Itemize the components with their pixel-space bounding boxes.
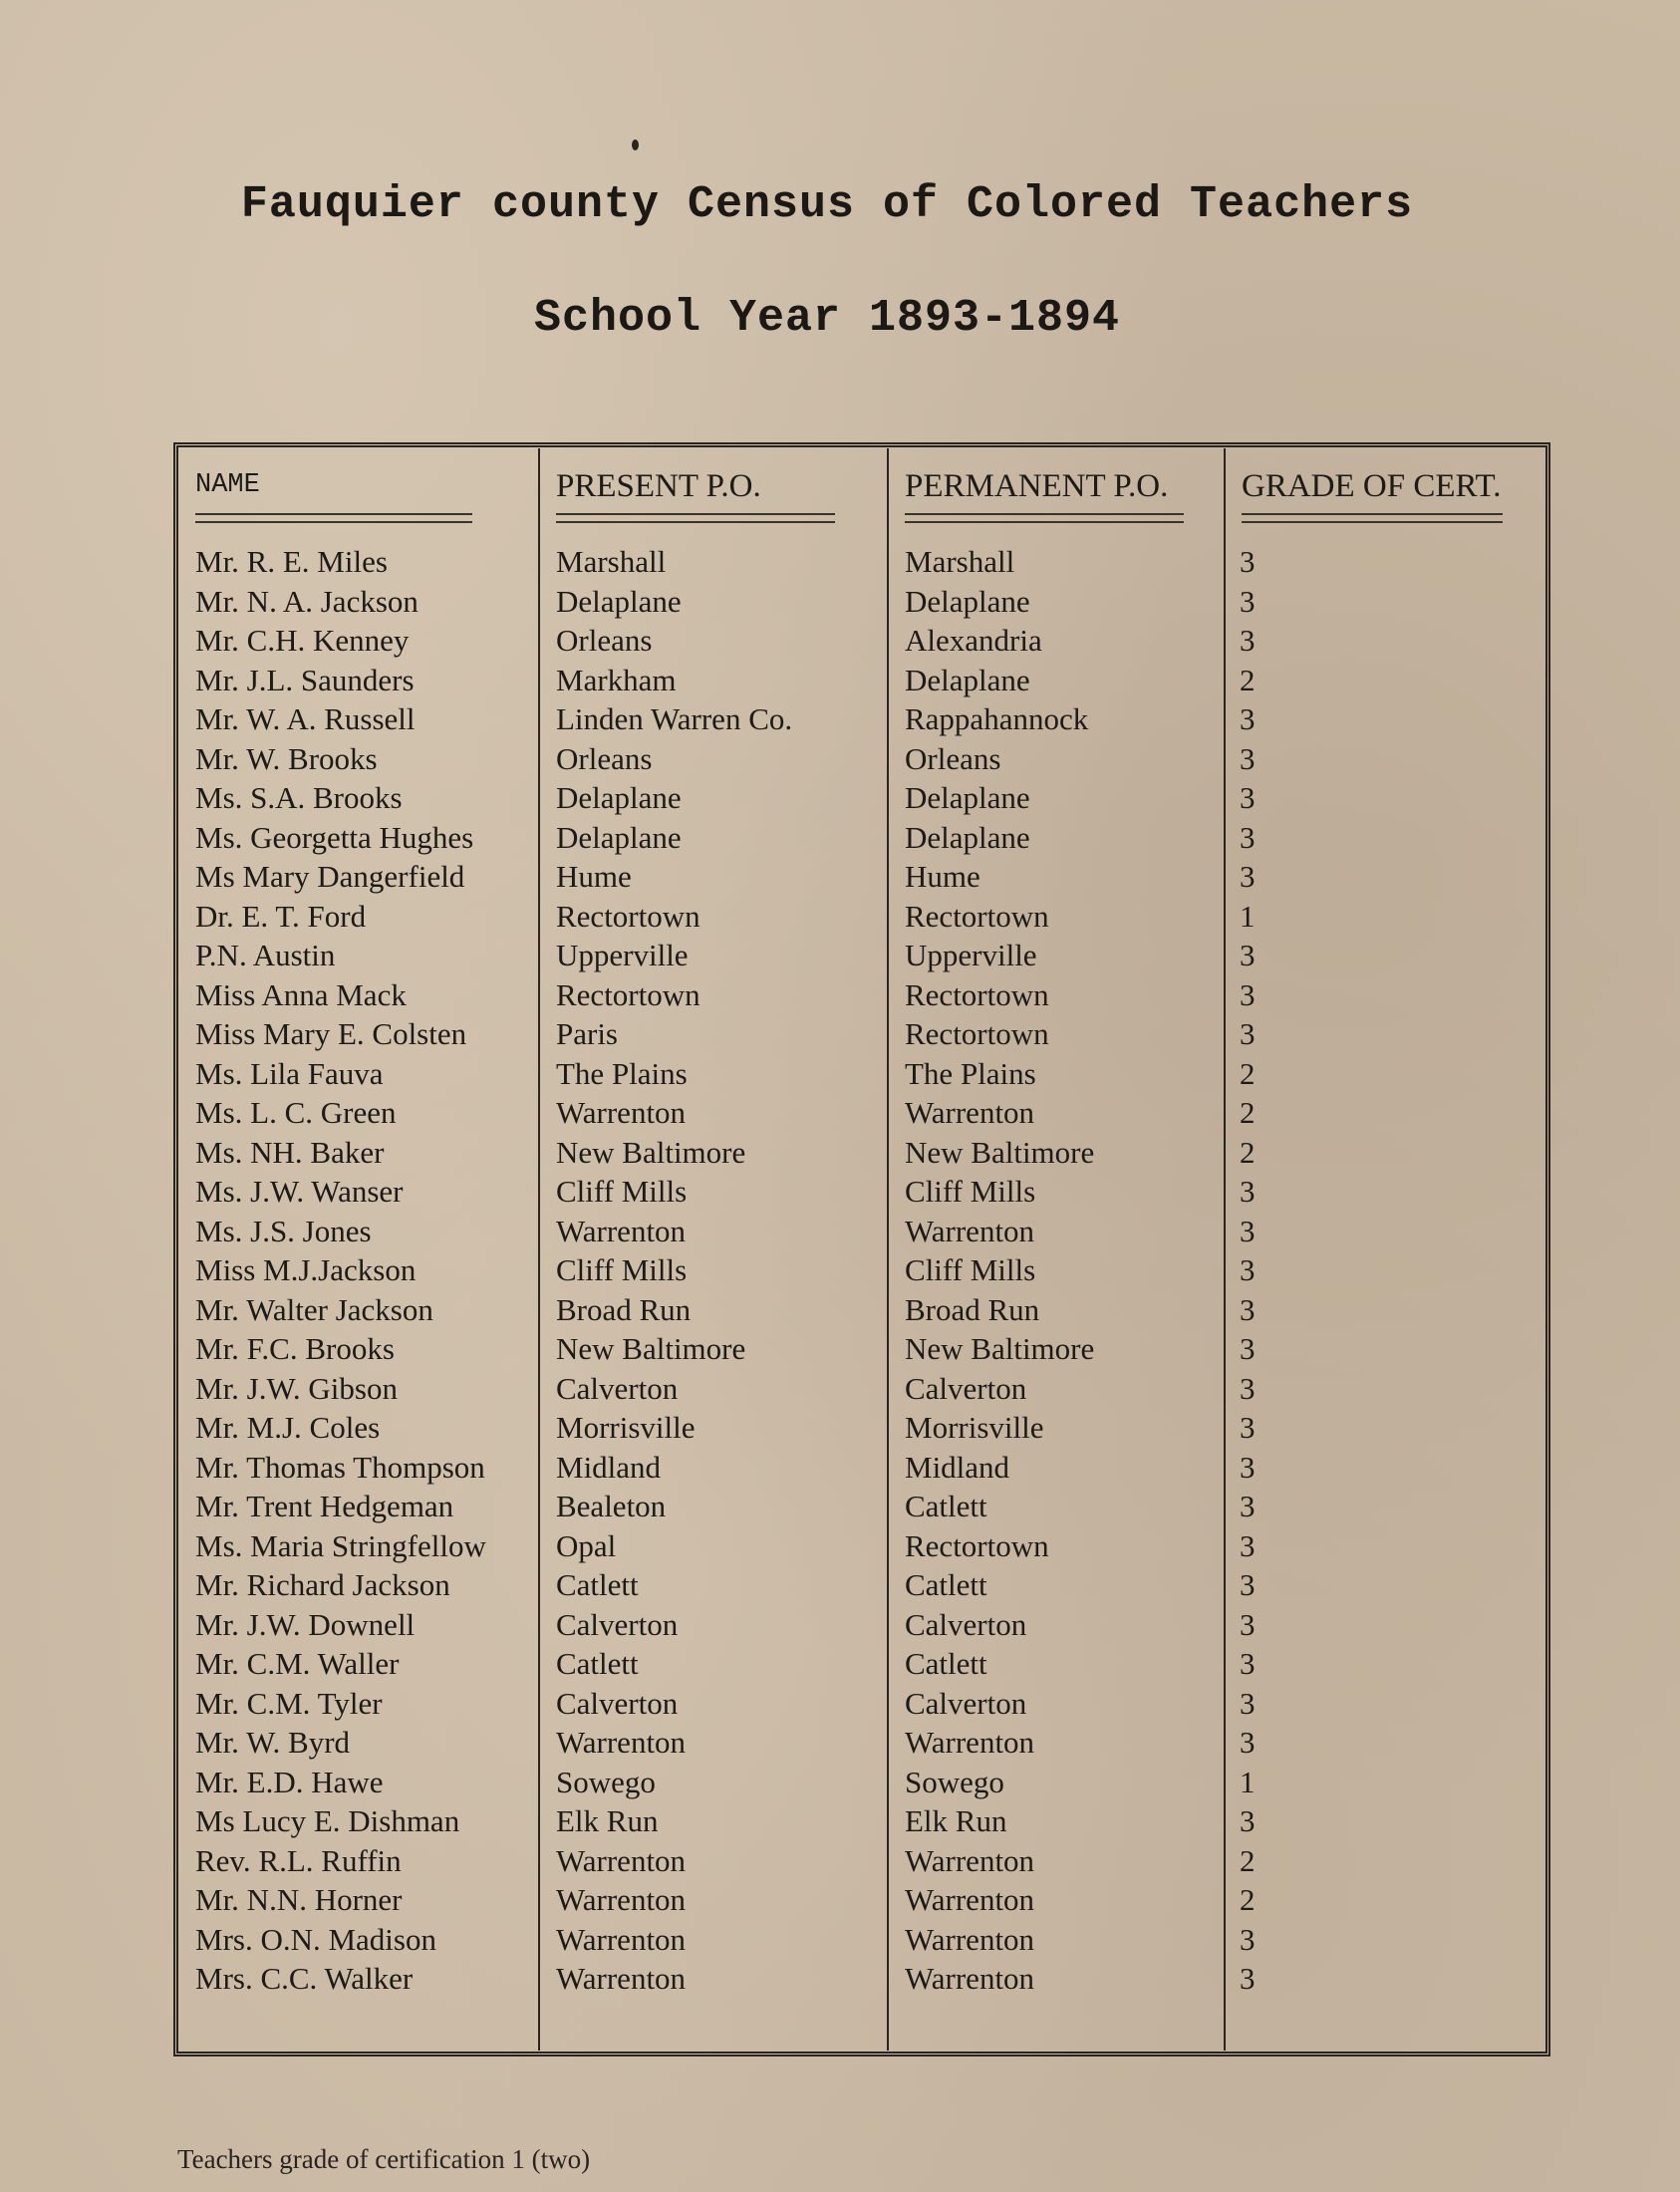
grade-of-cert: 1 [1240, 1764, 1256, 1799]
permanent-po: Warrenton [905, 1095, 1035, 1130]
grade-of-cert: 3 [1240, 1174, 1256, 1209]
permanent-po: New Baltimore [905, 1331, 1095, 1366]
grade-of-cert: 2 [1240, 1882, 1256, 1917]
teacher-name: Miss M.J.Jackson [195, 1252, 417, 1287]
header-present-po: PRESENT P.O. [556, 468, 761, 504]
ink-dot [632, 139, 639, 150]
permanent-po: Alexandria [905, 623, 1042, 658]
present-po: Calverton [556, 1685, 679, 1721]
teacher-name: Mr. Walter Jackson [195, 1291, 433, 1327]
teacher-name: Mrs. O.N. Madison [195, 1921, 436, 1957]
teacher-name: Ms. NH. Baker [195, 1134, 385, 1170]
present-po: Rectortown [556, 976, 700, 1012]
permanent-po: Delaplane [905, 780, 1030, 815]
grade-of-cert: 3 [1240, 1567, 1256, 1602]
present-po: Warrenton [556, 1882, 687, 1917]
header-underline [905, 513, 1184, 523]
grade-of-cert: 3 [1240, 1489, 1256, 1523]
teacher-name: Mr. N.N. Horner [195, 1882, 403, 1917]
grade-of-cert: 3 [1240, 1961, 1256, 1996]
permanent-po: Calverton [905, 1606, 1027, 1642]
permanent-po: Calverton [905, 1685, 1027, 1721]
permanent-po: Cliff Mills [905, 1174, 1036, 1209]
grade-of-cert: 3 [1240, 1331, 1256, 1366]
permanent-po: Elk Run [905, 1803, 1007, 1838]
teacher-name: Dr. E. T. Ford [195, 898, 367, 934]
permanent-po: Rectortown [905, 976, 1049, 1012]
teacher-name: Ms Lucy E. Dishman [195, 1803, 460, 1838]
permanent-po: Broad Run [905, 1291, 1040, 1327]
grade-of-cert: 3 [1240, 819, 1256, 855]
present-po: Cliff Mills [556, 1252, 688, 1287]
permanent-po: Warrenton [905, 1842, 1035, 1878]
present-po: Catlett [556, 1567, 639, 1602]
present-po: Broad Run [556, 1291, 692, 1327]
present-po: Warrenton [556, 1725, 687, 1760]
present-po: Warrenton [556, 1961, 687, 1996]
teacher-name: Ms. J.W. Wanser [195, 1174, 404, 1209]
grade-of-cert: 2 [1240, 1134, 1256, 1170]
teacher-name: Mr. F.C. Brooks [195, 1331, 395, 1366]
present-po: Warrenton [556, 1842, 687, 1878]
permanent-po: Marshall [905, 544, 1015, 579]
permanent-po: Orleans [905, 740, 1001, 776]
grade-of-cert: 3 [1240, 1252, 1256, 1287]
grade-of-cert: 3 [1240, 1921, 1256, 1957]
permanent-po: Sowego [905, 1764, 1004, 1799]
grade-of-cert: 3 [1240, 1803, 1256, 1838]
grade-of-cert: 3 [1240, 859, 1256, 894]
permanent-po: Rectortown [905, 898, 1049, 934]
present-po: Catlett [556, 1646, 639, 1681]
present-po: Markham [556, 662, 677, 697]
grade-of-cert: 3 [1240, 740, 1256, 776]
permanent-po: Warrenton [905, 1882, 1035, 1917]
present-po: Calverton [556, 1606, 679, 1642]
teacher-name: Mr. R. E. Miles [195, 544, 388, 579]
header-grade: GRADE OF CERT. [1242, 468, 1502, 504]
permanent-po: Hume [905, 859, 980, 894]
header-underline [195, 513, 472, 523]
header-underline [1242, 513, 1503, 523]
grade-of-cert: 3 [1240, 1646, 1256, 1681]
permanent-po: Catlett [905, 1567, 987, 1602]
present-po: Delaplane [556, 780, 682, 815]
column-divider [538, 448, 540, 2051]
permanent-po: Midland [905, 1449, 1010, 1485]
permanent-po: Delaplane [905, 662, 1030, 697]
permanent-po: Catlett [905, 1646, 987, 1681]
grade-of-cert: 3 [1240, 1370, 1256, 1406]
teacher-name: Mrs. C.C. Walker [195, 1961, 414, 1996]
header-permanent-po: PERMANENT P.O. [905, 468, 1169, 504]
teacher-name: Mr. C.M. Tyler [195, 1685, 383, 1721]
teacher-name: Ms. L. C. Green [195, 1095, 397, 1130]
teacher-name: Rev. R.L. Ruffin [195, 1842, 402, 1878]
page-subtitle: School Year 1893-1894 [533, 293, 1121, 344]
grade-of-cert: 3 [1240, 1410, 1256, 1445]
grade-of-cert: 3 [1240, 1449, 1256, 1485]
teacher-name: P.N. Austin [195, 938, 336, 972]
teacher-name: Mr. J.W. Downell [195, 1606, 416, 1642]
present-po: Bealeton [556, 1489, 667, 1523]
present-po: Sowego [556, 1764, 656, 1799]
permanent-po: Cliff Mills [905, 1252, 1036, 1287]
present-po: Midland [556, 1449, 662, 1485]
permanent-po: Warrenton [905, 1213, 1035, 1248]
page-title: Fauquier county Census of Colored Teachers [240, 179, 1414, 230]
present-po: Morrisville [556, 1410, 696, 1445]
teacher-name: Mr. N. A. Jackson [195, 583, 419, 619]
grade-of-cert: 3 [1240, 1016, 1256, 1051]
permanent-po: Warrenton [905, 1921, 1035, 1957]
permanent-po: Rappahannock [905, 701, 1089, 736]
column-divider [887, 448, 889, 2051]
grade-of-cert: 2 [1240, 1095, 1256, 1130]
teacher-name: Ms. Georgetta Hughes [195, 819, 474, 855]
permanent-po: Rectortown [905, 1527, 1049, 1563]
present-po: New Baltimore [556, 1134, 746, 1170]
teacher-name: Ms. J.S. Jones [195, 1213, 372, 1248]
teacher-name: Mr. C.M. Waller [195, 1646, 400, 1681]
grade-of-cert: 3 [1240, 1606, 1256, 1642]
teacher-name: Miss Mary E. Colsten [195, 1016, 467, 1051]
grade-of-cert: 3 [1240, 1685, 1256, 1721]
permanent-po: The Plains [905, 1055, 1036, 1091]
permanent-po: Calverton [905, 1370, 1027, 1406]
present-po: Orleans [556, 740, 653, 776]
teacher-name: Mr. J.L. Saunders [195, 662, 415, 697]
present-po: The Plains [556, 1055, 688, 1091]
grade-of-cert: 3 [1240, 780, 1256, 815]
teacher-name: Mr. W. A. Russell [195, 701, 416, 736]
teacher-name: Mr. E.D. Hawe [195, 1764, 384, 1799]
header-underline [556, 513, 835, 523]
grade-of-cert: 3 [1240, 583, 1256, 619]
teacher-name: Mr. C.H. Kenney [195, 623, 410, 658]
teacher-name: Mr. W. Byrd [195, 1725, 351, 1760]
permanent-po: Warrenton [905, 1725, 1035, 1760]
permanent-po: Delaplane [905, 819, 1030, 855]
teacher-name: Mr. Trent Hedgeman [195, 1489, 454, 1523]
present-po: Warrenton [556, 1095, 687, 1130]
present-po: Warrenton [556, 1921, 687, 1957]
footer-note: Teachers grade of certification 1 (two) [177, 2144, 591, 2174]
present-po: Delaplane [556, 819, 682, 855]
grade-of-cert: 2 [1240, 1842, 1256, 1878]
teacher-name: Mr. J.W. Gibson [195, 1370, 398, 1406]
grade-of-cert: 3 [1240, 544, 1256, 579]
grade-of-cert: 3 [1240, 1725, 1256, 1760]
present-po: Upperville [556, 938, 689, 972]
present-po: Warrenton [556, 1213, 687, 1248]
teacher-name: Mr. M.J. Coles [195, 1410, 381, 1445]
teacher-name: Ms. Lila Fauva [195, 1055, 384, 1091]
teacher-name: Mr. Thomas Thompson [195, 1449, 485, 1485]
present-po: Paris [556, 1016, 618, 1051]
permanent-po: Rectortown [905, 1016, 1049, 1051]
teacher-name: Mr. Richard Jackson [195, 1567, 450, 1602]
permanent-po: Upperville [905, 938, 1037, 972]
grade-of-cert: 1 [1240, 898, 1256, 934]
teacher-name: Mr. W. Brooks [195, 740, 378, 776]
grade-of-cert: 2 [1240, 662, 1256, 697]
present-po: Opal [556, 1527, 617, 1563]
permanent-po: New Baltimore [905, 1134, 1095, 1170]
teacher-name: Ms Mary Dangerfield [195, 859, 465, 894]
present-po: Rectortown [556, 898, 700, 934]
permanent-po: Warrenton [905, 1961, 1035, 1996]
teacher-name: Miss Anna Mack [195, 976, 407, 1012]
permanent-po: Delaplane [905, 583, 1030, 619]
column-divider [1224, 448, 1226, 2051]
present-po: Orleans [556, 623, 653, 658]
present-po: New Baltimore [556, 1331, 746, 1366]
grade-of-cert: 3 [1240, 1213, 1256, 1248]
grade-of-cert: 3 [1240, 976, 1256, 1012]
permanent-po: Morrisville [905, 1410, 1044, 1445]
grade-of-cert: 3 [1240, 623, 1256, 658]
teacher-name: Ms. S.A. Brooks [195, 780, 403, 815]
present-po: Hume [556, 859, 632, 894]
permanent-po: Catlett [905, 1489, 987, 1523]
present-po: Delaplane [556, 583, 682, 619]
grade-of-cert: 3 [1240, 1527, 1256, 1563]
present-po: Elk Run [556, 1803, 659, 1838]
header-name: NAME [195, 470, 260, 500]
teacher-name: Ms. Maria Stringfellow [195, 1527, 486, 1563]
present-po: Marshall [556, 544, 667, 579]
grade-of-cert: 3 [1240, 701, 1256, 736]
present-po: Linden Warren Co. [556, 701, 793, 736]
grade-of-cert: 3 [1240, 1291, 1256, 1327]
grade-of-cert: 2 [1240, 1055, 1256, 1091]
present-po: Cliff Mills [556, 1174, 688, 1209]
present-po: Calverton [556, 1370, 679, 1406]
grade-of-cert: 3 [1240, 938, 1256, 972]
